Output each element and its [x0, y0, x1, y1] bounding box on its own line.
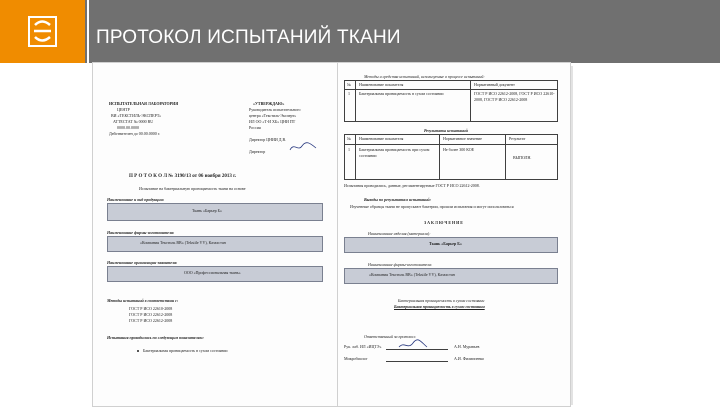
bullet — [137, 350, 139, 352]
table-cell: Не более 300 КОЕ — [443, 147, 475, 152]
maker-value: «Компания Текстиль ВВ» (Tekstile VV), Казахстан — [140, 240, 226, 245]
approve-line: Директор — [249, 149, 266, 154]
approve-line: центра «Текстиль-Эксперт» — [249, 113, 297, 118]
approve-line: ИЛ ОО «Т-И ХБ» ЦНИ ПТ — [249, 119, 296, 124]
conclusion-item-label: Бактериальная проницаемость в сухом состоянии — [398, 298, 485, 303]
sign-name: А.Н. Муравьев — [454, 344, 480, 349]
results-table — [344, 134, 558, 180]
lab-line: АТТЕСТАТ № 0000 RU — [113, 119, 154, 124]
lab-line: ИСПЫТАТЕЛЬНАЯ ЛАБОРАТОРИЯ — [109, 101, 179, 106]
logo-box — [0, 0, 85, 63]
protocol-title: П Р О Т О К О Л № 3190/13 от 06 ноября 2013 г. — [129, 174, 237, 179]
results-label: Испытания проводились по следующим показателям: — [107, 335, 204, 340]
conclusion-label: Выводы по результатам испытаний: — [364, 197, 431, 202]
sign-line — [386, 361, 448, 362]
method-item: ГОСТ Р ИСО 22612-2008 — [129, 318, 173, 323]
approve-line: Руководитель испытательного — [249, 107, 301, 112]
name2-label: Наименование изделия (материала): — [368, 231, 431, 236]
table-header-cell: Наименование показателя — [359, 82, 404, 87]
table-header-cell: № — [347, 136, 351, 141]
sign-role: Рук. лаб. ИЛ «ИЦТЭ» — [344, 344, 382, 349]
header-separator — [87, 0, 89, 63]
table-header-cell: № — [347, 82, 351, 87]
name2-field — [344, 237, 558, 253]
conclusion-item-value: Бактериальная проницаемость в сухом состоянии — [394, 304, 485, 309]
sample-value: Ткань «Барьер Б» — [192, 208, 222, 213]
applicant-field — [107, 266, 323, 282]
table-header-cell: Нормативное значение — [443, 136, 482, 141]
sample-field — [107, 203, 323, 221]
table-cell: Бактериальная проницаемость при сухом состоянии — [359, 147, 430, 158]
table-header-cell: Результат — [509, 136, 526, 141]
protocol-page-1 — [92, 62, 338, 407]
company-logo-icon — [28, 16, 57, 47]
table2-title: Результаты испытаний — [424, 128, 468, 133]
signature-icon — [289, 141, 317, 153]
maker-label: Наименование фирмы-изготовителя: — [107, 230, 175, 235]
lab-line: Действителен до 00.00.0000 г. — [109, 131, 160, 136]
conclusion-text: Изученные образцы ткани не пропускают бактерии, прошли испытания и могут использоваться — [350, 204, 514, 209]
protocol-subtitle: Испытание на бактериальную проницаемость ткани на основе — [139, 186, 246, 191]
applicant-label: Наименование организации-заявителя: — [107, 260, 178, 265]
approve-line: «УТВЕРЖДАЮ» — [253, 101, 285, 106]
table-cell: ГОСТ Р ИСО 22612-2008, ГОСТ Р ИСО 22610-2008, ГОСТ Р ИСО 22612-2008 — [474, 91, 555, 102]
conclusion-title: З А К Л Ю Ч Е Н И Е — [424, 220, 463, 225]
maker2-label: Наименование фирмы-изготовителя: — [368, 262, 433, 267]
header-bar — [0, 0, 720, 63]
sample-label: Наименование и вид продукции: — [107, 197, 165, 202]
methods-table — [344, 80, 558, 122]
page-title: ПРОТОКОЛ ИСПЫТАНИЙ ТКАНИ — [96, 27, 401, 48]
lab-line: 0000.00.0000 — [117, 125, 139, 130]
name2-value: Ткань «Барьер Б» — [429, 241, 462, 246]
method-item: ГОСТ Р ИСО 22612-2008 — [129, 312, 173, 317]
result-item: Бактериальная проницаемость в сухом состоянии — [143, 348, 228, 353]
maker-field — [107, 236, 323, 252]
note-text: Испытания проводились, данные, регламентируемые ГОСТ Р ИСО 22612-2008. — [344, 183, 480, 188]
table1-title: Методы и средства испытаний, используемые в процессе испытаний: — [364, 74, 485, 79]
table-cell: 1 — [348, 91, 350, 96]
lab-line: ЦЕНТР — [117, 107, 130, 112]
table-header-cell: Нормативный документ — [474, 82, 515, 87]
table-header-cell: Наименование показателя — [359, 136, 404, 141]
applicant-value: ООО «Профессиональная ткань» — [184, 270, 241, 275]
approve-line: Директор ЦНИИ Д.В. — [249, 137, 287, 142]
lab-line: ВИ «ТЕКСТИЛЬ-ЭКСПЕРТ» — [111, 113, 162, 118]
sign-title: Ответственный за протокол: — [364, 334, 417, 339]
maker2-field — [344, 268, 558, 284]
table-cell: 1 — [348, 147, 350, 152]
maker2-value: «Компания Текстиль ВВ» (Tekstile VV), Казахстан — [369, 272, 455, 277]
methods-label: Методы испытаний в соответствии с: — [107, 298, 179, 303]
sign-role: Микробиолог — [344, 356, 368, 361]
approve-line: Россия — [249, 125, 261, 130]
table-cell: ВЫПОЛН. — [513, 155, 532, 160]
table-cell: Бактериальная проницаемость в сухом состоянии — [359, 91, 444, 96]
method-item: ГОСТ Р ИСО 22610-2008 — [129, 306, 173, 311]
sign-name: А.И. Филиппенко — [454, 356, 485, 361]
protocol-page-2 — [337, 62, 571, 407]
signature-icon — [398, 339, 428, 351]
